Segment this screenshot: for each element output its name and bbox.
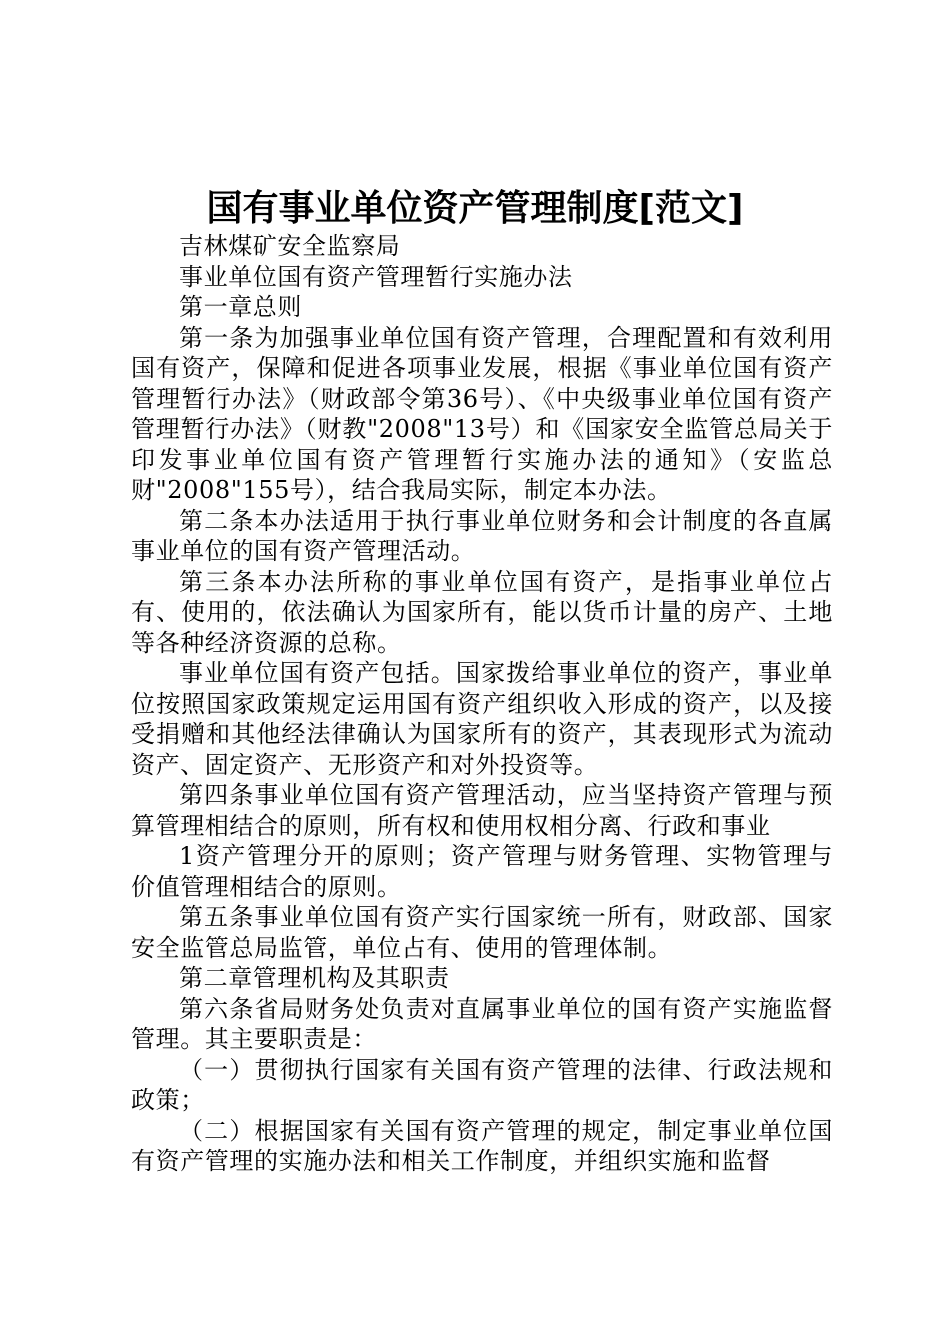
article-6-item-2: （二）根据国家有关国有资产管理的规定，制定事业单位国有资产管理的实施办法和相关工作制度，并组织实施和监督: [131, 1116, 833, 1175]
document-body: [131, 231, 833, 1177]
article-1: 第一条为加强事业单位国有资产管理，合理配置和有效利用国有资产，保障和促进各项事业发展，根据《事业单位国有资产管理暂行办法》（财政部令第36号）、《中央级事业单位国有资产管理暂行办法》（财教"2008"13号）和《国家安全监管总局关于印发事业单位国有资产管理暂行实施办法的通知》（安监总财"2008"155号），结合我局实际，制定本办法。: [131, 323, 833, 504]
article-5: 第五条事业单位国有资产实行国家统一所有，财政部、国家安全监管总局监管，单位占有、使用的管理体制。: [131, 903, 833, 962]
article-6: 第六条省局财务处负责对直属事业单位的国有资产实施监督管理。其主要职责是：: [131, 994, 833, 1053]
regulation-name: 事业单位国有资产管理暂行实施办法: [179, 262, 573, 291]
chapter-heading-1: 第一章总则: [179, 293, 302, 321]
article-4-continued: 1资产管理分开的原则；资产管理与财务管理、实物管理与价值管理相结合的原则。: [131, 842, 833, 901]
article-6-item-1: （一）贯彻执行国家有关国有资产管理的法律、行政法规和政策；: [131, 1055, 833, 1114]
issuer-line: 吉林煤矿安全监察局: [179, 232, 401, 260]
article-3: 第三条本办法所称的事业单位国有资产，是指事业单位占有、使用的，依法确认为国家所有，能以货币计量的房产、土地等各种经济资源的总称。: [131, 567, 833, 657]
article-2: 第二条本办法适用于执行事业单位财务和会计制度的各直属事业单位的国有资产管理活动。: [131, 506, 833, 565]
article-3-scope: 事业单位国有资产包括。国家拨给事业单位的资产，事业单位按照国家政策规定运用国有资产组织收入形成的资产，以及接受捐赠和其他经法律确认为国家所有的资产，其表现形式为流动资产、固定资产、无形资产和对外投资等。: [131, 659, 833, 779]
article-4: 第四条事业单位国有资产管理活动，应当坚持资产管理与预算管理相结合的原则，所有权和使用权相分离、行政和事业: [131, 781, 833, 840]
document-title: 国有事业单位资产管理制度[范文]: [206, 188, 744, 229]
chapter-heading-2: 第二章管理机构及其职责: [179, 964, 450, 992]
